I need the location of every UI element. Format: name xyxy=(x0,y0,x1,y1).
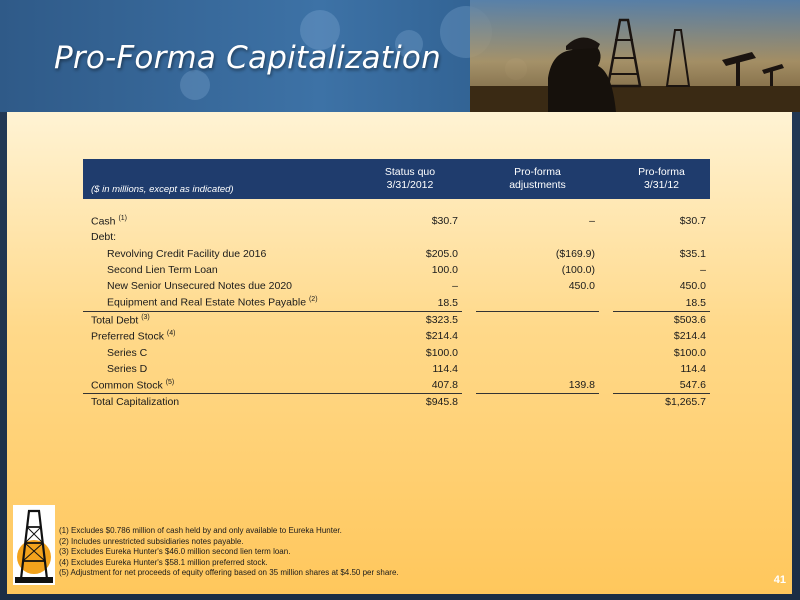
table-row xyxy=(83,229,710,245)
footnote: (3) Excludes Eureka Hunter's $46.0 million second lien term loan. xyxy=(59,547,291,556)
pro-forma-value: $35.1 xyxy=(679,247,706,260)
table-row xyxy=(83,361,710,377)
footnote: (1) Excludes $0.786 million of cash held by and only available to Eureka Hunter. xyxy=(59,526,342,535)
row-label: Total Capitalization xyxy=(91,396,180,409)
pro-forma-value xyxy=(613,229,710,245)
row-label: Debt: xyxy=(91,231,117,244)
pro-forma-value: $1,265.7 xyxy=(665,396,706,409)
footnote-ref: (4) xyxy=(166,329,176,337)
adjustment-value xyxy=(476,328,599,344)
column-header-status-quo: Status quo 3/31/2012 xyxy=(358,159,462,199)
table-row xyxy=(83,344,710,360)
table-row xyxy=(83,311,710,328)
row-label: Series D xyxy=(107,362,148,375)
adjustment-value xyxy=(476,294,599,311)
adjustment-value xyxy=(476,394,599,411)
page-number: 41 xyxy=(773,574,786,586)
status-quo-value: 407.8 xyxy=(358,377,462,394)
footnote-ref: (3) xyxy=(141,313,150,321)
table-header-row xyxy=(83,159,710,199)
adjustment-value: (100.0) xyxy=(561,264,595,277)
footnote: (2) Includes unrestricted subsidiaries notes payable. xyxy=(59,536,244,546)
row-label: Second Lien Term Loan xyxy=(107,264,218,277)
status-quo-value: 18.5 xyxy=(358,294,462,311)
status-quo-value: $30.7 xyxy=(431,215,458,228)
status-quo-value: 100.0 xyxy=(431,264,458,277)
status-quo-value xyxy=(358,229,462,245)
row-label: New Senior Unsecured Notes due 2020 xyxy=(107,280,293,293)
row-label: Equipment and Real Estate Notes Payable $^{(2)}$ xyxy=(83,294,358,311)
pro-forma-value: 18.5 xyxy=(613,294,710,311)
row-label: Cash $^{(1)}$ xyxy=(91,214,127,228)
table-row xyxy=(83,294,710,311)
footnotes xyxy=(59,526,399,579)
pro-forma-value: – xyxy=(700,264,706,277)
company-logo-icon xyxy=(13,505,55,585)
table-row xyxy=(83,394,710,411)
status-quo-value: $100.0 xyxy=(425,346,458,359)
units-note: ($ in millions, except as indicated) xyxy=(83,159,358,199)
row-label: Series C xyxy=(107,346,148,359)
footnote: (4) Excludes Eureka Hunter's $58.1 million preferred stock. xyxy=(59,557,268,567)
oilfield-worker-icon xyxy=(470,0,800,112)
table-row xyxy=(83,328,710,344)
status-quo-value: – xyxy=(452,280,458,293)
table-row xyxy=(83,278,710,294)
table-row xyxy=(83,246,710,262)
status-quo-value: $205.0 xyxy=(425,247,458,260)
status-quo-value: $214.4 xyxy=(425,330,458,343)
status-quo-value: $323.5 xyxy=(425,313,458,326)
column-header-adjustments: Pro-forma adjustments xyxy=(476,159,599,199)
adjustment-value: 450.0 xyxy=(568,280,595,293)
content-area xyxy=(7,112,792,594)
adjustment-value: ($169.9) xyxy=(555,247,595,260)
pro-forma-value: $100.0 xyxy=(673,346,706,359)
pro-forma-value: 547.6 xyxy=(613,377,710,394)
status-quo-value: 114.4 xyxy=(432,362,458,375)
table-row xyxy=(83,262,710,278)
footnote: (5) Adjustment for net proceeds of equity offering based on 35 million shares at $4.50 per share. xyxy=(59,568,399,577)
column-header-pro-forma: Pro-forma 3/31/12 xyxy=(613,159,710,199)
pro-forma-value: 114.4 xyxy=(680,362,706,375)
table-row xyxy=(83,377,710,394)
header-banner xyxy=(0,0,800,112)
table-row xyxy=(83,213,710,229)
pro-forma-value: $30.7 xyxy=(679,215,706,228)
capitalization-table xyxy=(83,159,710,411)
footnote-ref: (1) xyxy=(118,214,127,222)
pro-forma-value: $214.4 xyxy=(673,330,706,343)
status-quo-value: $945.8 xyxy=(425,396,458,409)
pro-forma-value: 450.0 xyxy=(679,280,706,293)
row-label: Revolving Credit Facility due 2016 xyxy=(107,247,267,260)
adjustment-value: 139.8 xyxy=(476,377,599,394)
pro-forma-value: $503.6 xyxy=(673,313,706,326)
row-label: Common Stock $^{(5)}$ xyxy=(83,377,358,394)
footnote-ref: (5) xyxy=(165,378,175,386)
adjustment-value xyxy=(476,361,599,377)
row-label: Preferred Stock $^{(4)}$ xyxy=(91,329,176,343)
footnote-ref: (2) xyxy=(308,296,318,304)
adjustment-value xyxy=(476,344,599,360)
adjustment-value: – xyxy=(589,215,595,228)
adjustment-value xyxy=(476,311,599,328)
row-label: Total Debt $^{(3)}$ xyxy=(91,313,150,327)
slide-title: Pro-Forma Capitalization xyxy=(54,40,441,76)
adjustment-value xyxy=(476,229,599,245)
